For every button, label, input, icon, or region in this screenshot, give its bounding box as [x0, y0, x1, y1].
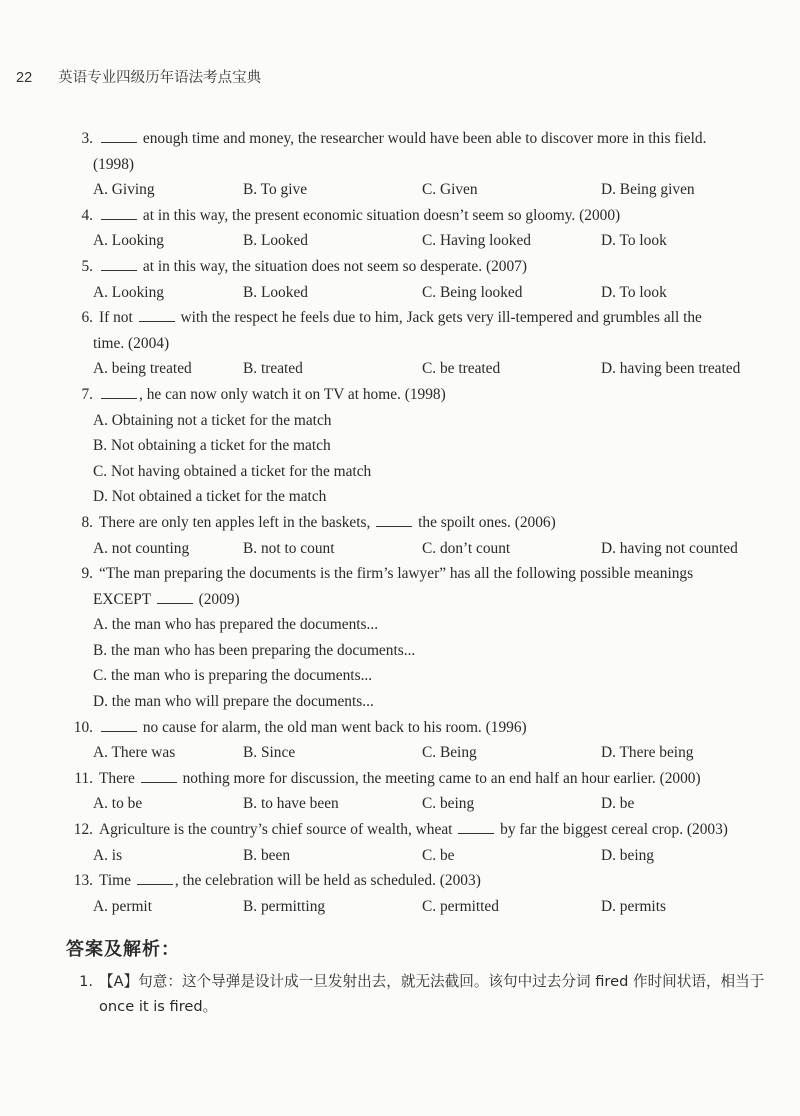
- options-row: [66, 177, 766, 203]
- answer-blank: [101, 256, 137, 271]
- options-row: [66, 536, 766, 562]
- question-text-post: enough time and money, the researcher would have been able to discover more in this field.: [142, 130, 707, 147]
- book-title: 英语专业四级历年语法考点宝典: [58, 70, 262, 86]
- question: [66, 305, 766, 382]
- option-c: C. Having looked: [422, 232, 532, 250]
- option-a: A. Giving: [93, 181, 155, 199]
- answers-heading: 答案及解析：: [66, 939, 180, 961]
- question-number: 12.: [73, 821, 93, 839]
- question-text-post: with the respect he feels due to him, Jack gets very ill-tempered and grumbles all the: [180, 309, 702, 327]
- option-b: B. not to count: [243, 539, 335, 557]
- question: [66, 203, 766, 254]
- page-content: [66, 126, 766, 1019]
- question-number: 8.: [81, 513, 93, 531]
- question: [66, 382, 766, 510]
- option-c: C. be: [422, 846, 455, 864]
- option-a: A. Obtaining not a ticket for the match: [93, 411, 332, 429]
- question: [66, 510, 766, 561]
- question-text: [99, 817, 766, 843]
- option-b: B. To give: [243, 181, 308, 199]
- option-d: D. permits: [601, 897, 666, 915]
- option-b: B. Looked: [243, 232, 308, 250]
- question-text-pre: There: [99, 769, 135, 787]
- option-b: B. Not obtaining a ticket for the match: [93, 437, 331, 455]
- question-text-pre: Time: [99, 872, 131, 890]
- question-text: [99, 305, 766, 331]
- option-d: D. be: [601, 795, 635, 813]
- question-number: 3.: [81, 130, 93, 147]
- option-c: C. Not having obtained a ticket for the match: [93, 462, 372, 480]
- option-d: D. To look: [601, 283, 667, 301]
- question-number: 11.: [74, 769, 93, 787]
- option-a: A. permit: [93, 897, 152, 915]
- answer-blank: [139, 307, 175, 322]
- question: [66, 868, 766, 919]
- answer-blank: [141, 768, 177, 783]
- question-text: [99, 203, 766, 229]
- question-text-pre: There are only ten apples left in the baskets,: [99, 513, 371, 531]
- options-row: [66, 894, 766, 920]
- answer-blank: [137, 870, 173, 885]
- question: [66, 254, 766, 305]
- option-b: B. to have been: [243, 795, 339, 813]
- option-a: A. being treated: [93, 360, 192, 378]
- answer-blank: [101, 128, 137, 143]
- question-number: 13.: [73, 872, 93, 890]
- question-text-continued: (1998): [93, 155, 135, 173]
- question-text: [99, 715, 766, 741]
- answer-explanation: 【A】句意：这个导弹是设计成一旦发射出去，就无法截回。该句中过去分词 fired 作时间状语，相当于 once it is fired。: [99, 973, 765, 1016]
- options-row: [66, 356, 766, 382]
- question: [66, 561, 766, 715]
- option-c: C. the man who is preparing the documents...: [93, 667, 373, 685]
- options-row: [66, 228, 766, 254]
- question-year: (2009): [198, 590, 240, 608]
- option-c: C. don’t count: [422, 539, 511, 557]
- option-a: A. There was: [93, 744, 176, 762]
- question-text-pre: If not: [99, 309, 133, 327]
- question-number: 9.: [81, 565, 93, 583]
- option-b: B. Looked: [243, 283, 308, 301]
- answer-blank: [376, 512, 412, 527]
- question-text: [99, 868, 766, 894]
- answer-item: [66, 969, 766, 1019]
- option-c: C. Being: [422, 744, 477, 762]
- option-d: D. having been treated: [601, 360, 741, 378]
- page-header: [16, 66, 261, 87]
- option-a: A. the man who has prepared the documents...: [93, 616, 379, 634]
- option-a: A. not counting: [93, 539, 190, 557]
- option-a: A. Looking: [93, 232, 164, 250]
- question-text: [99, 766, 766, 792]
- option-c: C. permitted: [422, 897, 499, 915]
- question: [66, 715, 766, 766]
- options-row: [66, 791, 766, 817]
- option-c: C. Given: [422, 181, 478, 199]
- question-number: 5.: [81, 257, 93, 275]
- question-text: [99, 510, 766, 536]
- question-text: “The man preparing the documents is the firm’s lawyer” has all the following possible meanings: [99, 565, 694, 583]
- question-text: [99, 254, 766, 280]
- question-text-continued: time. (2004): [93, 334, 170, 352]
- question-text-post: by far the biggest cereal crop. (2003): [500, 821, 728, 839]
- question-text-post: at in this way, the situation does not seem so desperate. (2007): [142, 257, 527, 275]
- options-row: [66, 740, 766, 766]
- option-c: C. be treated: [422, 360, 501, 378]
- question-text-post: , the celebration will be held as scheduled. (2003): [174, 872, 481, 890]
- answer-blank: [157, 589, 193, 604]
- answer-number: 1.: [79, 973, 93, 991]
- answer-blank: [101, 384, 137, 399]
- question-number: 6.: [81, 309, 93, 327]
- question-text-post: at in this way, the present economic situation doesn’t seem so gloomy. (2000): [142, 206, 621, 224]
- question-text: [99, 382, 766, 408]
- answer-blank: [458, 819, 494, 834]
- option-c: C. being: [422, 795, 475, 813]
- option-c: C. Being looked: [422, 283, 523, 301]
- option-d: D. To look: [601, 232, 667, 250]
- answer-blank: [101, 205, 137, 220]
- options-row: [66, 280, 766, 306]
- option-b: B. permitting: [243, 897, 326, 915]
- question-text-post: the spoilt ones. (2006): [418, 513, 556, 531]
- option-d: D. the man who will prepare the documents...: [93, 693, 374, 711]
- option-b: B. Since: [243, 744, 296, 762]
- answer-blank: [101, 717, 137, 732]
- question-text-post: no cause for alarm, the old man went back to his room. (1996): [142, 718, 527, 736]
- option-d: D. Being given: [601, 181, 695, 199]
- option-d: D. There being: [601, 744, 694, 762]
- question-text: [99, 126, 766, 152]
- option-b: B. the man who has been preparing the documents...: [93, 641, 416, 659]
- option-d: D. Not obtained a ticket for the match: [93, 488, 327, 506]
- option-b: B. treated: [243, 360, 303, 378]
- option-a: A. Looking: [93, 283, 164, 301]
- question: [66, 766, 766, 817]
- question: [66, 817, 766, 868]
- question-number: 10.: [73, 718, 93, 736]
- question-text-post: , he can now only watch it on TV at home. (1998): [139, 385, 446, 403]
- question-text-pre: Agriculture is the country’s chief source of wealth, wheat: [99, 821, 453, 839]
- question-number: 4.: [81, 206, 93, 224]
- option-d: D. having not counted: [601, 539, 738, 557]
- option-a: A. is: [93, 846, 123, 864]
- option-a: A. to be: [93, 795, 143, 813]
- question-text-post: nothing more for discussion, the meeting came to an end half an hour earlier. (2000): [182, 769, 701, 787]
- question: [66, 126, 766, 203]
- page-number: 22: [16, 70, 33, 86]
- question-text-except: EXCEPT: [93, 590, 151, 608]
- option-d: D. being: [601, 846, 655, 864]
- question-text-continued: [66, 587, 766, 613]
- question-number: 7.: [81, 385, 93, 403]
- options-row: [66, 843, 766, 869]
- option-b: B. been: [243, 846, 291, 864]
